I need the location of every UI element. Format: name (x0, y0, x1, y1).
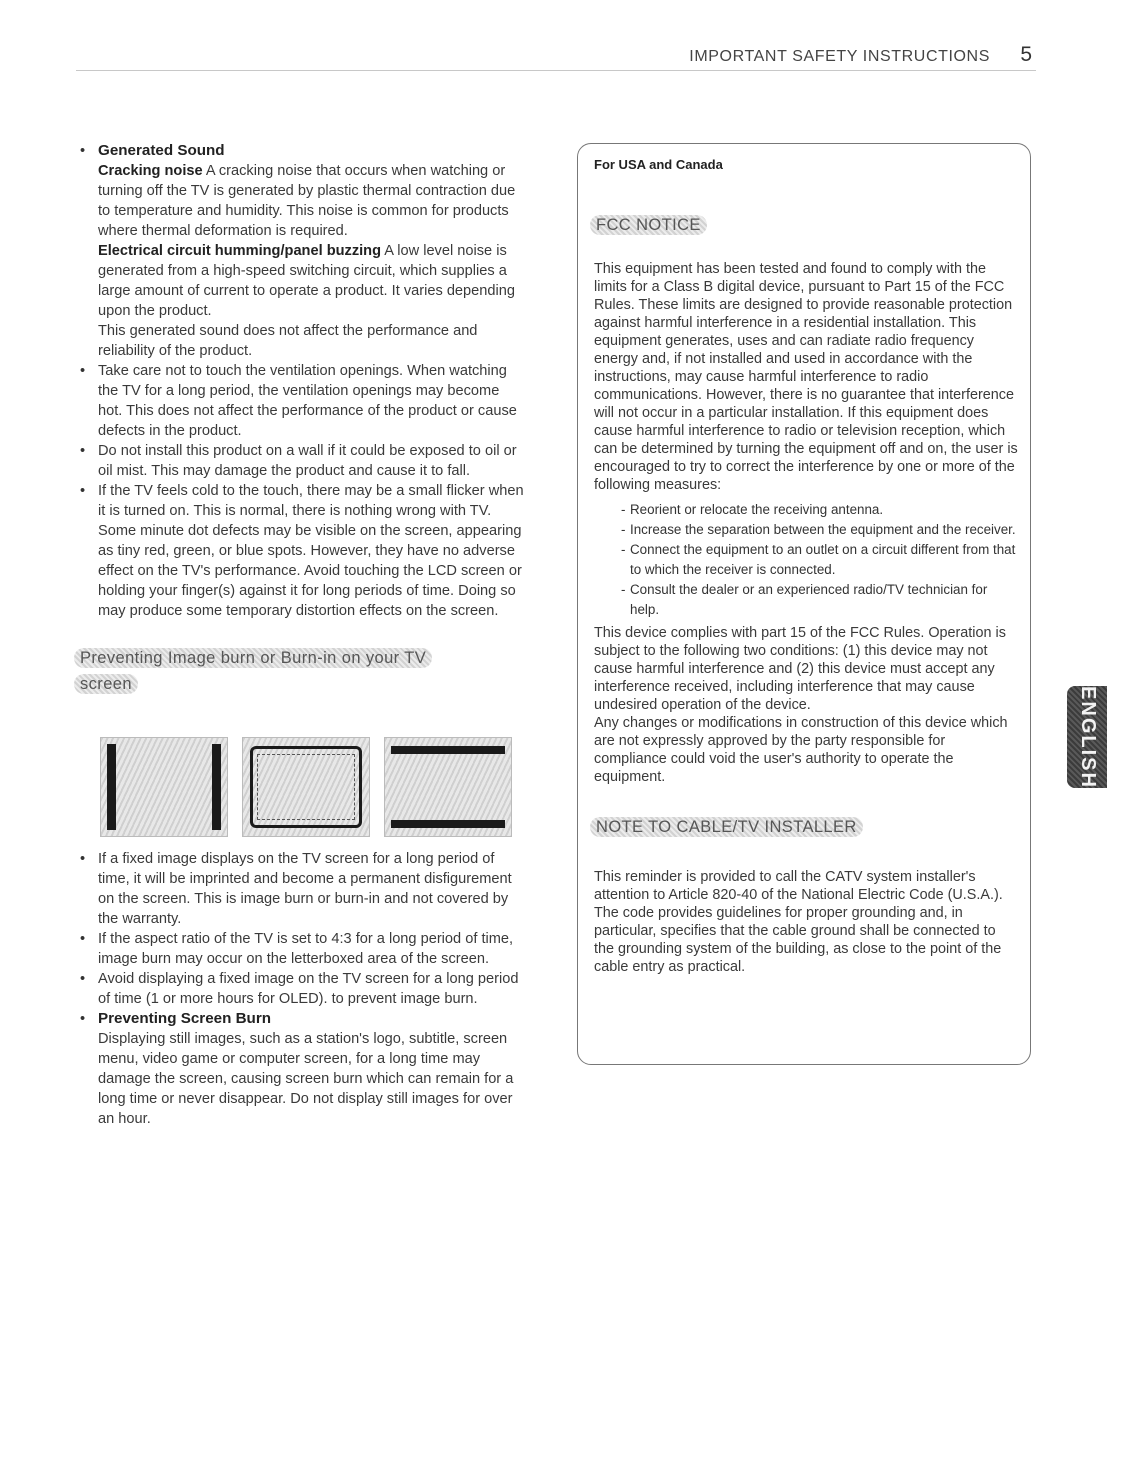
humming-label: Electrical circuit humming/panel buzzing (98, 243, 382, 259)
language-tab-label: ENGLISH (1076, 685, 1099, 789)
page-header (76, 44, 1036, 71)
pillarbox-illustration (100, 737, 228, 837)
burn-illustrations (100, 737, 526, 837)
cracking-noise-text: A cracking noise that occurs when watching or turning off the TV is generated by plastic thermal contraction due to temperature and humidity. This noise is common for products where thermal deformation is required. (98, 163, 516, 239)
cracking-noise-label: Cracking noise (98, 163, 203, 179)
list-item: - Connect the equipment to an outlet on a circuit different from that to which the receiver is connected. (624, 540, 1018, 580)
installer-text: This reminder is provided to call the CATV system installer's attention to Article 820-40 of the National Electric Code (U.S.A.). The code provides guidelines for proper grounding and, in particular, specifies that the cable ground shall be connected to the grounding system of the building, as close to the point of the cable entry as practical. (594, 869, 1003, 975)
fcc-notice-box (577, 143, 1031, 1065)
header-title: IMPORTANT SAFETY INSTRUCTIONS (689, 48, 990, 65)
list-item: • Take care not to touch the ventilation openings. When watching the TV for a long period, the ventilation openings may become hot. This does not affect the performance of the product or cause defects in the product. (78, 361, 526, 441)
region-label: For USA and Canada (594, 157, 723, 172)
humming-paragraph (98, 241, 526, 321)
list-item: - Increase the separation between the equipment and the receiver. (624, 520, 1018, 540)
letterbox-illustration (384, 737, 512, 837)
burn-section-title: Preventing Image burn or Burn-in on your TV screen (74, 648, 432, 694)
page-number: 5 (1020, 43, 1032, 66)
cracking-noise-paragraph (98, 161, 526, 241)
generated-sound-closing: This generated sound does not affect the performance and reliability of the product. (98, 323, 478, 359)
fcc-notice-heading (590, 212, 1018, 238)
left-column (78, 141, 526, 1129)
fcc-notice-title: FCC NOTICE (590, 215, 707, 235)
list-item: • If a fixed image displays on the TV screen for a long period of time, it will be imprinted and become a permanent disfigurement on the screen. This is image burn or burn-in and not covered by the warranty. (78, 849, 526, 929)
measures-list (624, 500, 1018, 620)
list-item: • If the TV feels cold to the touch, there may be a small flicker when it is turned on. This is normal, there is nothing wrong with TV. Some minute dot defects may be visible on the screen, appearing as tiny red, green, or blue spots. However, they have no adverse effect on the TV's performance. Avoid touching the LCD screen or holding your finger(s) against it for long periods of time. Doing so may produce some temporary distortion effects on the screen. (78, 481, 526, 621)
list-item: • If the aspect ratio of the TV is set to 4:3 for a long period of time, image burn may occur on the letterboxed area of the screen. (78, 929, 526, 969)
generated-sound-title: • Generated Sound (98, 142, 225, 159)
generated-sound-item (78, 141, 526, 361)
framed-screen-illustration (242, 737, 370, 837)
list-item: - Consult the dealer or an experienced radio/TV technician for help. (624, 580, 1018, 620)
list-item: - Reorient or relocate the receiving antenna. (624, 500, 1018, 520)
installer-heading (590, 814, 1018, 840)
list-item: • Avoid displaying a fixed image on the TV screen for a long period of time (1 or more hours for OLED). to prevent image burn. (78, 969, 526, 1009)
compliance-text: This device complies with part 15 of the FCC Rules. Operation is subject to the following two conditions: (1) this device may not cause harmful interference and (2) this device must accept any interference received, including interference that may cause undesired operation of the device. (594, 625, 1006, 713)
preventing-screen-burn-item (78, 1009, 526, 1129)
language-tab (1067, 686, 1107, 788)
preventing-screen-burn-text: Displaying still images, such as a station's logo, subtitle, screen menu, video game or computer screen, for a long time may damage the screen, causing screen burn which can remain for a long time or never disappear. Do not display still images for over an hour. (98, 1031, 514, 1127)
list-item: • Do not install this product on a wall if it could be exposed to oil or oil mist. This may damage the product and cause it to fall. (78, 441, 526, 481)
humming-text: A low level noise is generated from a high-speed switching circuit, which supplies a large amount of current to operate a product. It varies depending upon the product. (98, 243, 515, 319)
fcc-notice-text: This equipment has been tested and found to comply with the limits for a Class B digital device, pursuant to Part 15 of the FCC Rules. These limits are designed to provide reasonable protection against harmful interference in a residential installation. This equipment generates, uses and can radiate radio frequency energy and, if not installed and used in accordance with the instructions, may cause harmful interference to radio communications. However, there is no guarantee that interference will not occur in a particular installation. If this equipment does cause harmful interference to radio or television reception, which can be determined by turning the equipment off and on, the user is encouraged to try to correct the interference by one or more of the following measures: (594, 261, 1018, 493)
preventing-screen-burn-title: • Preventing Screen Burn (98, 1010, 272, 1027)
changes-text: Any changes or modifications in construction of this device which are not expressly approved by the party responsible for compliance could void the user's authority to operate the equipment. (594, 715, 1008, 785)
installer-title: NOTE TO CABLE/TV INSTALLER (590, 817, 863, 837)
burn-section-heading (74, 645, 474, 697)
